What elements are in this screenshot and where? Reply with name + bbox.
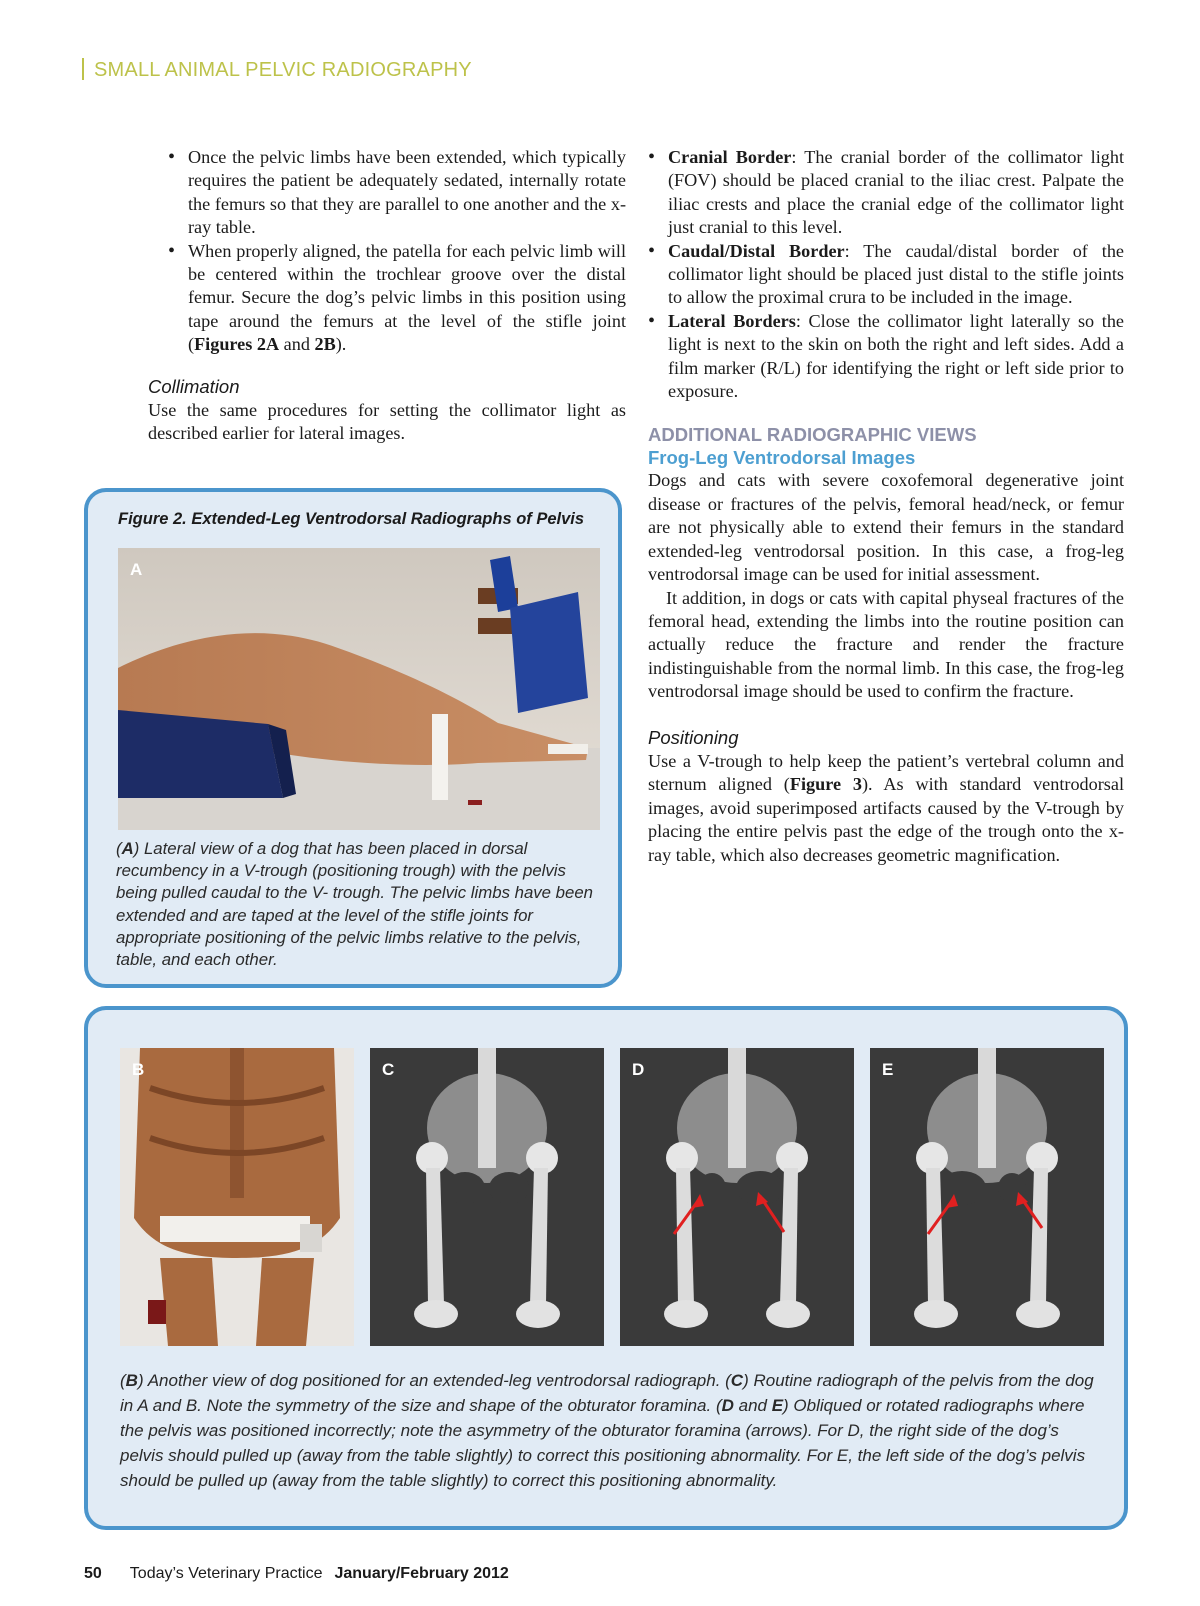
figure-title: Figure 2. Extended-Leg Ventrodorsal Radiographs of Pelvis bbox=[118, 510, 585, 528]
radiograph-c bbox=[370, 1048, 604, 1346]
figure-2b-box bbox=[84, 1006, 1128, 1530]
section-heading: ADDITIONAL RADIOGRAPHIC VIEWS bbox=[648, 424, 977, 446]
running-head bbox=[82, 58, 472, 82]
page-number: 50 bbox=[84, 1565, 102, 1582]
dog-ventral-photo bbox=[120, 1048, 354, 1346]
collimation-heading: Collimation bbox=[148, 375, 240, 397]
collimation-paragraph: Use the same procedures for setting the collimator light as described earlier for lateral images. bbox=[148, 400, 626, 444]
list-item: • Lateral Borders: Close the collimator light laterally so the light is next to the skin on both the right and left sides. Add a film marker (R/L) for identifying the right or left side prior to exposure. bbox=[648, 310, 1124, 404]
left-column bbox=[148, 146, 626, 446]
running-title: SMALL ANIMAL PELVIC RADIOGRAPHY bbox=[94, 59, 472, 81]
figure-ref: Figures 2A bbox=[194, 334, 280, 355]
figure-ref: 2B bbox=[314, 334, 336, 355]
positioning-paragraph: Use a V-trough to help keep the patient’s vertebral column and sternum aligned (Figure 3). As with standard ventrodorsal images, avoid superimposed artifacts caused by the V-trough by placing the entire pelvis past the edge of the trough onto the x-ray table, which also decreases geometric magnification. bbox=[648, 750, 1124, 865]
figure-2a-box bbox=[84, 488, 622, 988]
positioning-heading: Positioning bbox=[648, 726, 739, 748]
right-column bbox=[648, 146, 1124, 867]
list-item: • Once the pelvic limbs have been extended, which typically requires the patient be adequately sedated, internally rotate the femurs so that they are parallel to one another and the x-ray table. bbox=[168, 146, 626, 240]
panel-label: E bbox=[882, 1060, 894, 1079]
list-item: • Caudal/Distal Border: The caudal/distal border of the collimator light should be placed just distal to the stifle joints to allow the proximal crura to be included in the image. bbox=[648, 240, 1124, 310]
dog-lateral-photo bbox=[118, 548, 600, 830]
right-bullet-list bbox=[648, 146, 1124, 403]
caption-b-e: (B) Another view of dog positioned for an extended-leg ventrodorsal radiograph. (C) Routine radiograph of the pelvis from the dog in A and B. Note the symmetry of the size and shape of the obturator foramina. (D and E) Obliqued or rotated radiographs where the pelvis was positioned incorrectly; note the asymmetry of the obturator foramina (arrows). For D, the right side of the dog’s pelvis should pulled up (away from the table slightly) to correct this positioning abnormality. For E, the left side of the dog’s pelvis should be pulled up (away from the table slightly) to correct this positioning abnormality. bbox=[120, 1371, 1094, 1490]
header-rule bbox=[82, 58, 84, 80]
paragraph: Dogs and cats with severe coxofemoral degenerative joint disease or fractures of the pelvis, femoral head/neck, or femur are not physically able to extend their femurs in the standard extended-leg ventrodorsal position. In this case, a frog-leg ventrodorsal image can be used for initial assessment. bbox=[648, 470, 1124, 585]
figure-ref: Figure 3 bbox=[789, 774, 862, 795]
section-subheading: Frog-Leg Ventrodorsal Images bbox=[648, 447, 916, 469]
radiograph-e bbox=[870, 1048, 1104, 1346]
panel-label: D bbox=[632, 1060, 645, 1079]
issue-date: January/February 2012 bbox=[334, 1565, 509, 1582]
panel-label: C bbox=[382, 1060, 395, 1079]
panel-label: A bbox=[130, 560, 143, 579]
list-item: • Cranial Border: The cranial border of the collimator light (FOV) should be placed cranial to the iliac crest. Palpate the iliac crests and place the cranial edge of the collimator light just cranial to this level. bbox=[648, 146, 1124, 240]
radiograph-d bbox=[620, 1048, 854, 1346]
panel-label: B bbox=[132, 1060, 145, 1079]
caption-a: (A) Lateral view of a dog that has been placed in dorsal recumbency in a V-trough (positioning trough) with the pelvis being pulled caudal to the V- trough. The pelvic limbs have been extended and are taped at the level of the stifle joints for appropriate positioning of the pelvic limbs relative to the pelvis, table, and each other. bbox=[116, 839, 594, 970]
publication-name: Today’s Veterinary Practice bbox=[129, 1565, 323, 1582]
page-footer bbox=[84, 1565, 509, 1583]
list-item: • When properly aligned, the patella for each pelvic limb will be centered within the trochlear groove over the distal femur. Secure the dog’s pelvic limbs in this position using tape around the femurs at the level of the stifle joint (Figures 2A and 2B). bbox=[168, 240, 626, 357]
left-bullet-list bbox=[168, 146, 626, 357]
paragraph: It addition, in dogs or cats with capital physeal fractures of the femoral head, extending the limbs into the routine position can actually reduce the fracture and render the fracture indistinguishable from the normal limb. In this case, the frog-leg ventrodorsal image should be used to confirm the fracture. bbox=[648, 587, 1124, 702]
